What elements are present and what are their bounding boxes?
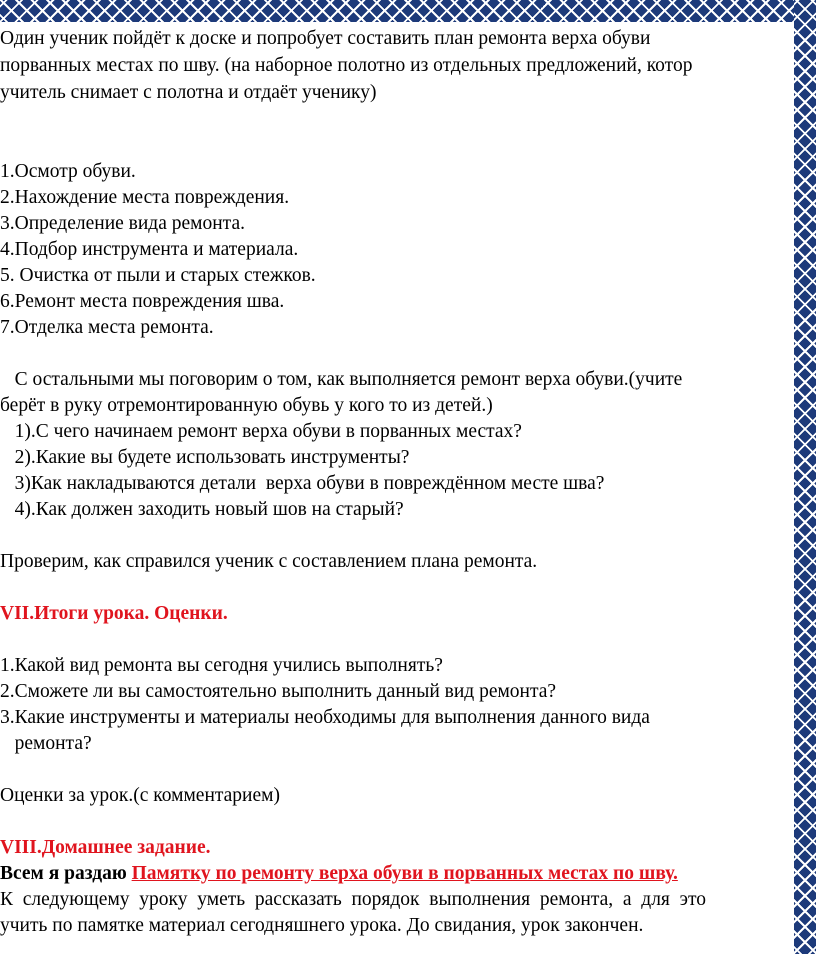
check-line: Проверим, как справился ученик с составлением плана ремонта. [0,551,538,572]
plan-item: 3.Определение вида ремонта. [0,213,245,234]
discussion-question: 1).С чего начинаем ремонт верха обуви в порванных местах? [0,421,522,442]
homework-lead: Всем я раздаю [0,863,132,884]
discussion-question: 3)Как накладываются детали верха обуви в повреждённом месте шва? [0,473,605,494]
intro-line-2: порванных местах по шву. (на наборное полотно из отдельных предложений, котор [0,55,693,76]
intro-line-3: учитель снимает с полотна и отдаёт ученику) [0,82,377,103]
discussion-line-2: берёт в руку отремонтированную обувь у кого то из детей.) [0,395,493,416]
homework-line-2: К следующему уроку уметь рассказать порядок выполнения ремонта, а для это [0,889,707,910]
discussion-question: 2).Какие вы будете использовать инструменты? [0,447,410,468]
plan-item: 4.Подбор инструмента и материала. [0,239,299,260]
summary-question: 3.Какие инструменты и материалы необходимы для выполнения данного вида [0,707,650,728]
summary-question: ремонта? [0,733,92,754]
plan-item: 5. Очистка от пыли и старых стежков. [0,265,316,286]
grades-line: Оценки за урок.(с комментарием) [0,785,280,806]
document-body [0,22,794,954]
decorative-border-top [0,0,816,22]
plan-item: 7.Отделка места ремонта. [0,317,214,338]
decorative-border-right [794,0,816,954]
section-7-heading: VII.Итоги урока. Оценки. [0,603,228,624]
plan-item: 6.Ремонт места повреждения шва. [0,291,285,312]
memo-link[interactable]: Памятку по ремонту верха обуви в порванных местах по шву. [131,863,678,884]
section-8-heading: VIII.Домашнее задание. [0,837,211,858]
summary-question: 2.Сможете ли вы самостоятельно выполнить данный вид ремонта? [0,681,557,702]
intro-line-1: Один ученик пойдёт к доске и попробует составить план ремонта верха обуви [0,28,651,49]
plan-item: 2.Нахождение места повреждения. [0,187,290,208]
homework-line-1 [0,861,678,887]
discussion-line-1: С остальными мы поговорим о том, как выполняется ремонт верха обуви.(учите [0,369,683,390]
plan-item: 1.Осмотр обуви. [0,161,136,182]
homework-line-3: учить по памятке материал сегодняшнего урока. До свидания, урок закончен. [0,915,644,936]
discussion-question: 4).Как должен заходить новый шов на старый? [0,499,404,520]
summary-question: 1.Какой вид ремонта вы сегодня учились выполнять? [0,655,443,676]
